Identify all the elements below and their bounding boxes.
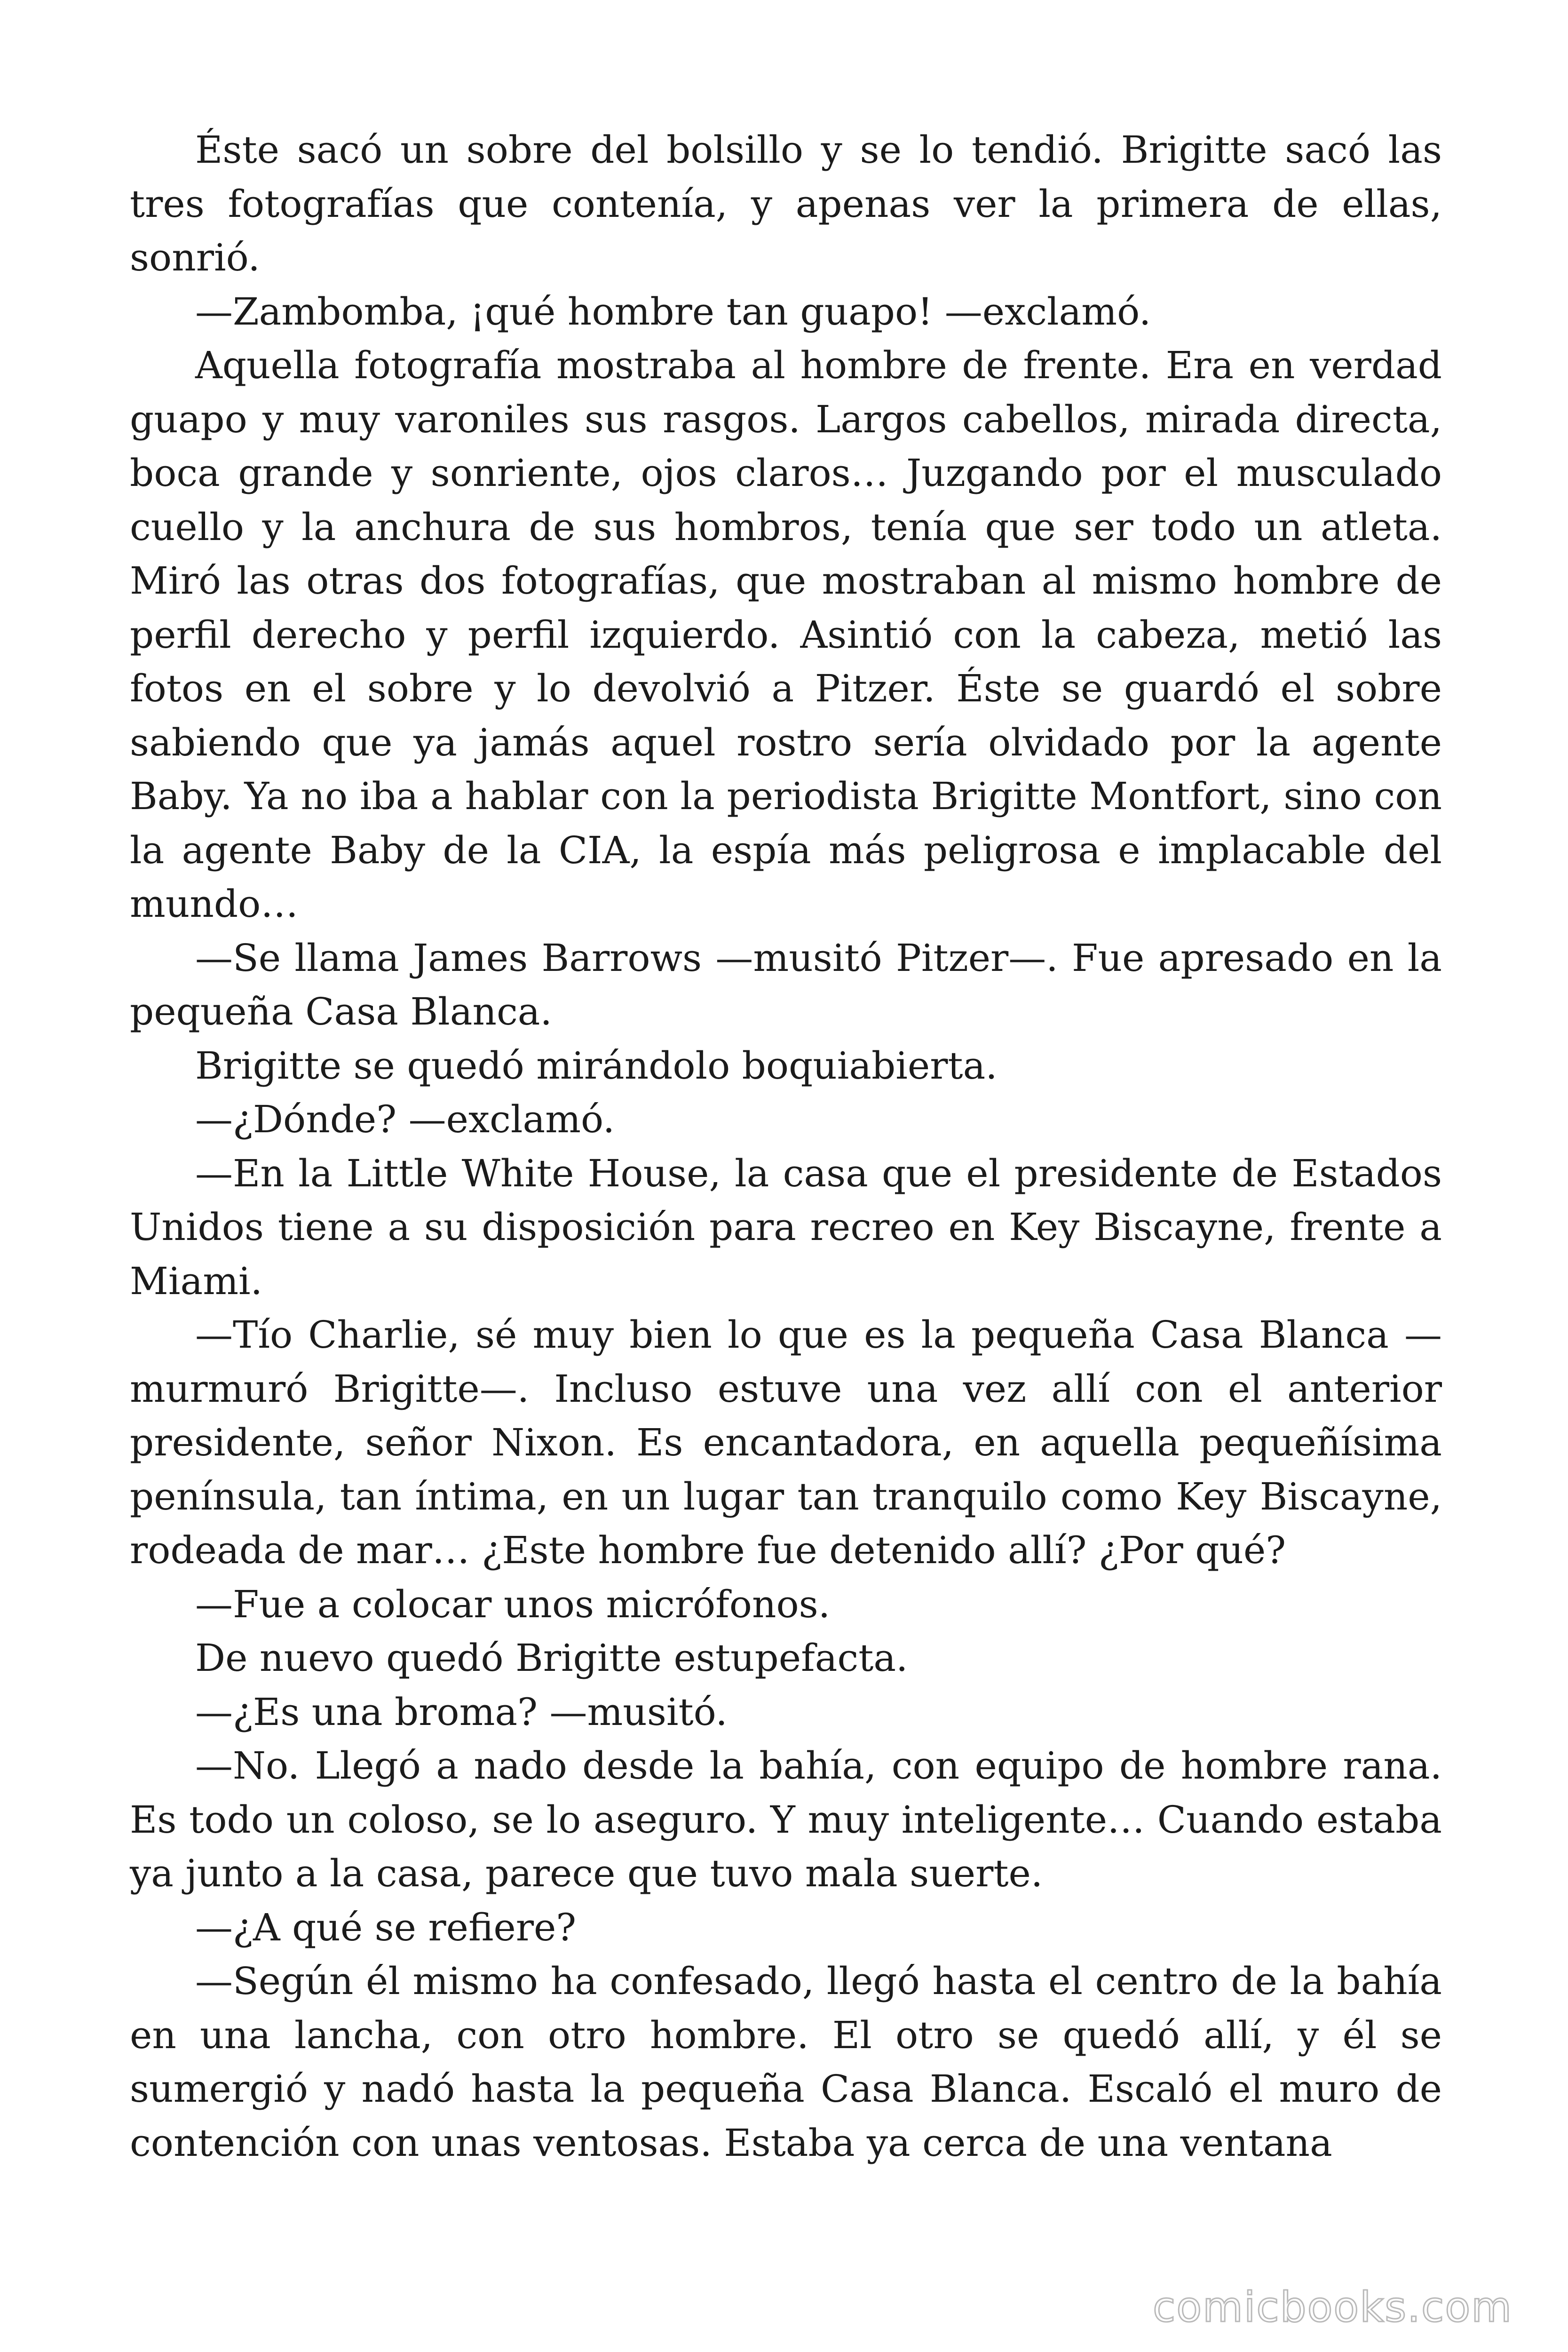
page-text-body: [130, 123, 1442, 2170]
paragraph: —¿Es una broma? —musitó.: [195, 1690, 728, 1734]
paragraph: —En la Little White House, la casa que el presidente de Estados Unidos tiene a su disposición para recreo en Key Biscayne, frente a Miami.: [130, 1151, 1442, 1303]
paragraph: Aquella fotografía mostraba al hombre de frente. Era en verdad guapo y muy varoniles sus rasgos. Largos cabellos, mirada directa, boca grande y sonriente, ojos claros… Juzgando por el musculado cuello y la anchura de sus hombros, tenía que ser todo un atleta. Miró las otras dos fotografías, que mostraban al mismo hombre de perfil derecho y perfil izquierdo. Asintió con la cabeza, metió las fotos en el sobre y lo devolvió a Pitzer. Éste se guardó el sobre sabiendo que ya jamás aquel rostro sería olvidado por la agente Baby. Ya no iba a hablar con la periodista Brigitte Montfort, sino con la agente Baby de la CIA, la espía más peligrosa e implacable del mundo…: [130, 343, 1442, 926]
paragraph: Éste sacó un sobre del bolsillo y se lo tendió. Brigitte sacó las tres fotografías que contenía, y apenas ver la primera de ellas, sonrió.: [130, 128, 1442, 279]
paragraph: —No. Llegó a nado desde la bahía, con equipo de hombre rana. Es todo un coloso, se lo aseguro. Y muy inteligente… Cuando estaba ya junto a la casa, parece que tuvo mala suerte.: [130, 1744, 1442, 1895]
paragraph: —¿A qué se refiere?: [195, 1905, 577, 1949]
paragraph: —Fue a colocar unos micrófonos.: [195, 1582, 831, 1626]
paragraph: —¿Dónde? —exclamó.: [195, 1097, 615, 1141]
paragraph: Brigitte se quedó mirándolo boquiabierta.: [195, 1043, 998, 1088]
paragraph: —Zambomba, ¡qué hombre tan guapo! —exclamó.: [195, 289, 1151, 334]
paragraph: —Tío Charlie, sé muy bien lo que es la pequeña Casa Blanca —murmuró Brigitte—. Incluso estuve una vez allí con el anterior presidente, señor Nixon. Es encantadora, en aquella pequeñísima península, tan íntima, en un lugar tan tranquilo como Key Biscayne, rodeada de mar… ¿Este hombre fue detenido allí? ¿Por qué?: [130, 1313, 1442, 1572]
paragraph: —Se llama James Barrows —musitó Pitzer—. Fue apresado en la pequeña Casa Blanca.: [130, 936, 1442, 1033]
paragraph: De nuevo quedó Brigitte estupefacta.: [195, 1636, 908, 1680]
watermark: comicbooks.com: [1152, 2283, 1513, 2331]
paragraph: —Según él mismo ha confesado, llegó hasta el centro de la bahía en una lancha, con otro hombre. El otro se quedó allí, y él se sumergió y nadó hasta la pequeña Casa Blanca. Escaló el muro de contención con unas ventosas. Estaba ya cerca de una ventana: [130, 1959, 1442, 2165]
